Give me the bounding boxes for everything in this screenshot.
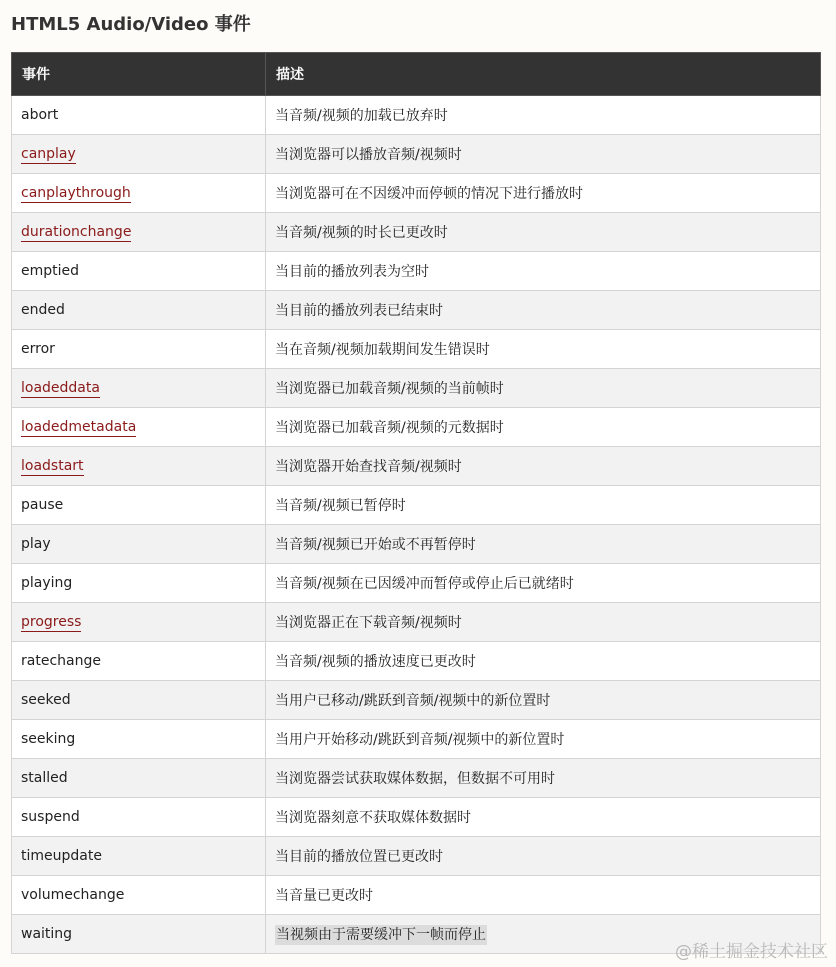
- event-description: 当在音频/视频加载期间发生错误时: [275, 342, 490, 358]
- event-link-canplay[interactable]: canplay: [21, 146, 76, 162]
- event-description: 当浏览器已加载音频/视频的当前帧时: [275, 381, 504, 397]
- description-cell: [266, 525, 821, 564]
- event-description: 当视频由于需要缓冲下一帧而停止: [276, 927, 486, 943]
- event-description: 当音量已更改时: [275, 888, 373, 904]
- event-link-loadeddata[interactable]: loadeddata: [21, 380, 100, 396]
- event-name-timeupdate: timeupdate: [21, 848, 102, 864]
- description-cell: [266, 681, 821, 720]
- description-cell: [266, 876, 821, 915]
- header-event: 事件: [12, 53, 266, 96]
- event-name-emptied: emptied: [21, 263, 80, 279]
- table-row: [12, 174, 821, 213]
- event-cell: [12, 252, 266, 291]
- event-name-seeked: seeked: [21, 692, 71, 708]
- event-cell: [12, 486, 266, 525]
- description-cell: [266, 174, 821, 213]
- event-name-error: error: [21, 341, 55, 357]
- event-cell: [12, 837, 266, 876]
- event-cell: [12, 564, 266, 603]
- table-row: [12, 603, 821, 642]
- event-name-stalled: stalled: [21, 770, 68, 786]
- table-row: [12, 213, 821, 252]
- description-cell: [266, 642, 821, 681]
- description-cell: [266, 369, 821, 408]
- description-cell: [266, 96, 821, 135]
- event-cell: [12, 291, 266, 330]
- table-row: [12, 486, 821, 525]
- event-description: 当浏览器正在下载音频/视频时: [275, 615, 462, 631]
- table-row: [12, 96, 821, 135]
- event-cell: [12, 369, 266, 408]
- event-link-durationchange[interactable]: durationchange: [21, 224, 132, 240]
- table-row: [12, 408, 821, 447]
- event-name-ratechange: ratechange: [21, 653, 101, 669]
- event-description: 当音频/视频在已因缓冲而暂停或停止后已就绪时: [275, 576, 574, 592]
- table-row: [12, 876, 821, 915]
- description-cell: [266, 486, 821, 525]
- event-name-suspend: suspend: [21, 809, 80, 825]
- table-row: [12, 720, 821, 759]
- event-cell: [12, 96, 266, 135]
- event-description: 当目前的播放列表已结束时: [275, 303, 443, 319]
- table-header-row: [12, 53, 821, 96]
- description-cell: [266, 135, 821, 174]
- event-description: 当用户开始移动/跳跃到音频/视频中的新位置时: [275, 732, 565, 748]
- event-cell: [12, 408, 266, 447]
- description-cell: [266, 447, 821, 486]
- table-row: [12, 252, 821, 291]
- description-cell: [266, 213, 821, 252]
- description-cell: [266, 252, 821, 291]
- event-cell: [12, 330, 266, 369]
- watermark: @稀土掘金技术社区: [675, 942, 828, 962]
- header-description: 描述: [266, 53, 821, 96]
- description-cell: [266, 603, 821, 642]
- description-cell: [266, 759, 821, 798]
- description-cell: [266, 291, 821, 330]
- event-name-waiting: waiting: [21, 926, 73, 942]
- event-cell: [12, 213, 266, 252]
- table-body: [12, 96, 821, 954]
- event-link-progress[interactable]: progress: [21, 614, 82, 630]
- description-cell: [266, 330, 821, 369]
- event-cell: [12, 525, 266, 564]
- event-description: 当浏览器已加载音频/视频的元数据时: [275, 420, 504, 436]
- table-row: [12, 291, 821, 330]
- event-cell: [12, 876, 266, 915]
- event-cell: [12, 174, 266, 213]
- description-cell: [266, 720, 821, 759]
- event-link-loadedmetadata[interactable]: loadedmetadata: [21, 419, 137, 435]
- event-cell: [12, 915, 266, 954]
- table-row: [12, 837, 821, 876]
- table-row: [12, 798, 821, 837]
- event-description: 当音频/视频的时长已更改时: [275, 225, 448, 241]
- event-link-loadstart[interactable]: loadstart: [21, 458, 84, 474]
- event-name-playing: playing: [21, 575, 73, 591]
- event-cell: [12, 447, 266, 486]
- table-row: [12, 681, 821, 720]
- event-description: 当目前的播放列表为空时: [275, 264, 429, 280]
- event-description: 当浏览器尝试获取媒体数据，但数据不可用时: [275, 771, 555, 787]
- event-cell: [12, 135, 266, 174]
- event-name-volumechange: volumechange: [21, 887, 125, 903]
- table-row: [12, 135, 821, 174]
- event-cell: [12, 642, 266, 681]
- event-cell: [12, 759, 266, 798]
- event-description: 当音频/视频已暂停时: [275, 498, 406, 514]
- description-cell: [266, 564, 821, 603]
- page-title: HTML5 Audio/Video 事件: [11, 14, 251, 35]
- event-name-abort: abort: [21, 107, 59, 123]
- event-description: 当音频/视频的加载已放弃时: [275, 108, 448, 124]
- event-name-play: play: [21, 536, 51, 552]
- event-description: 当音频/视频已开始或不再暂停时: [275, 537, 476, 553]
- event-description: 当浏览器刻意不获取媒体数据时: [275, 810, 471, 826]
- table-row: [12, 369, 821, 408]
- event-name-pause: pause: [21, 497, 64, 513]
- event-name-ended: ended: [21, 302, 65, 318]
- event-description: 当音频/视频的播放速度已更改时: [275, 654, 476, 670]
- events-table: [11, 52, 821, 954]
- event-name-seeking: seeking: [21, 731, 76, 747]
- table-row: [12, 759, 821, 798]
- description-cell: [266, 408, 821, 447]
- description-cell: [266, 798, 821, 837]
- event-cell: [12, 681, 266, 720]
- event-cell: [12, 720, 266, 759]
- table-row: [12, 642, 821, 681]
- table-row: [12, 564, 821, 603]
- table-row: [12, 447, 821, 486]
- event-description: 当浏览器可以播放音频/视频时: [275, 147, 462, 163]
- table-row: [12, 525, 821, 564]
- event-description: 当用户已移动/跳跃到音频/视频中的新位置时: [275, 693, 551, 709]
- event-cell: [12, 603, 266, 642]
- table-row: [12, 330, 821, 369]
- event-description: 当目前的播放位置已更改时: [275, 849, 443, 865]
- event-cell: [12, 798, 266, 837]
- event-description: 当浏览器开始查找音频/视频时: [275, 459, 462, 475]
- description-cell: [266, 837, 821, 876]
- event-link-canplaythrough[interactable]: canplaythrough: [21, 185, 131, 201]
- event-description: 当浏览器可在不因缓冲而停顿的情况下进行播放时: [275, 186, 583, 202]
